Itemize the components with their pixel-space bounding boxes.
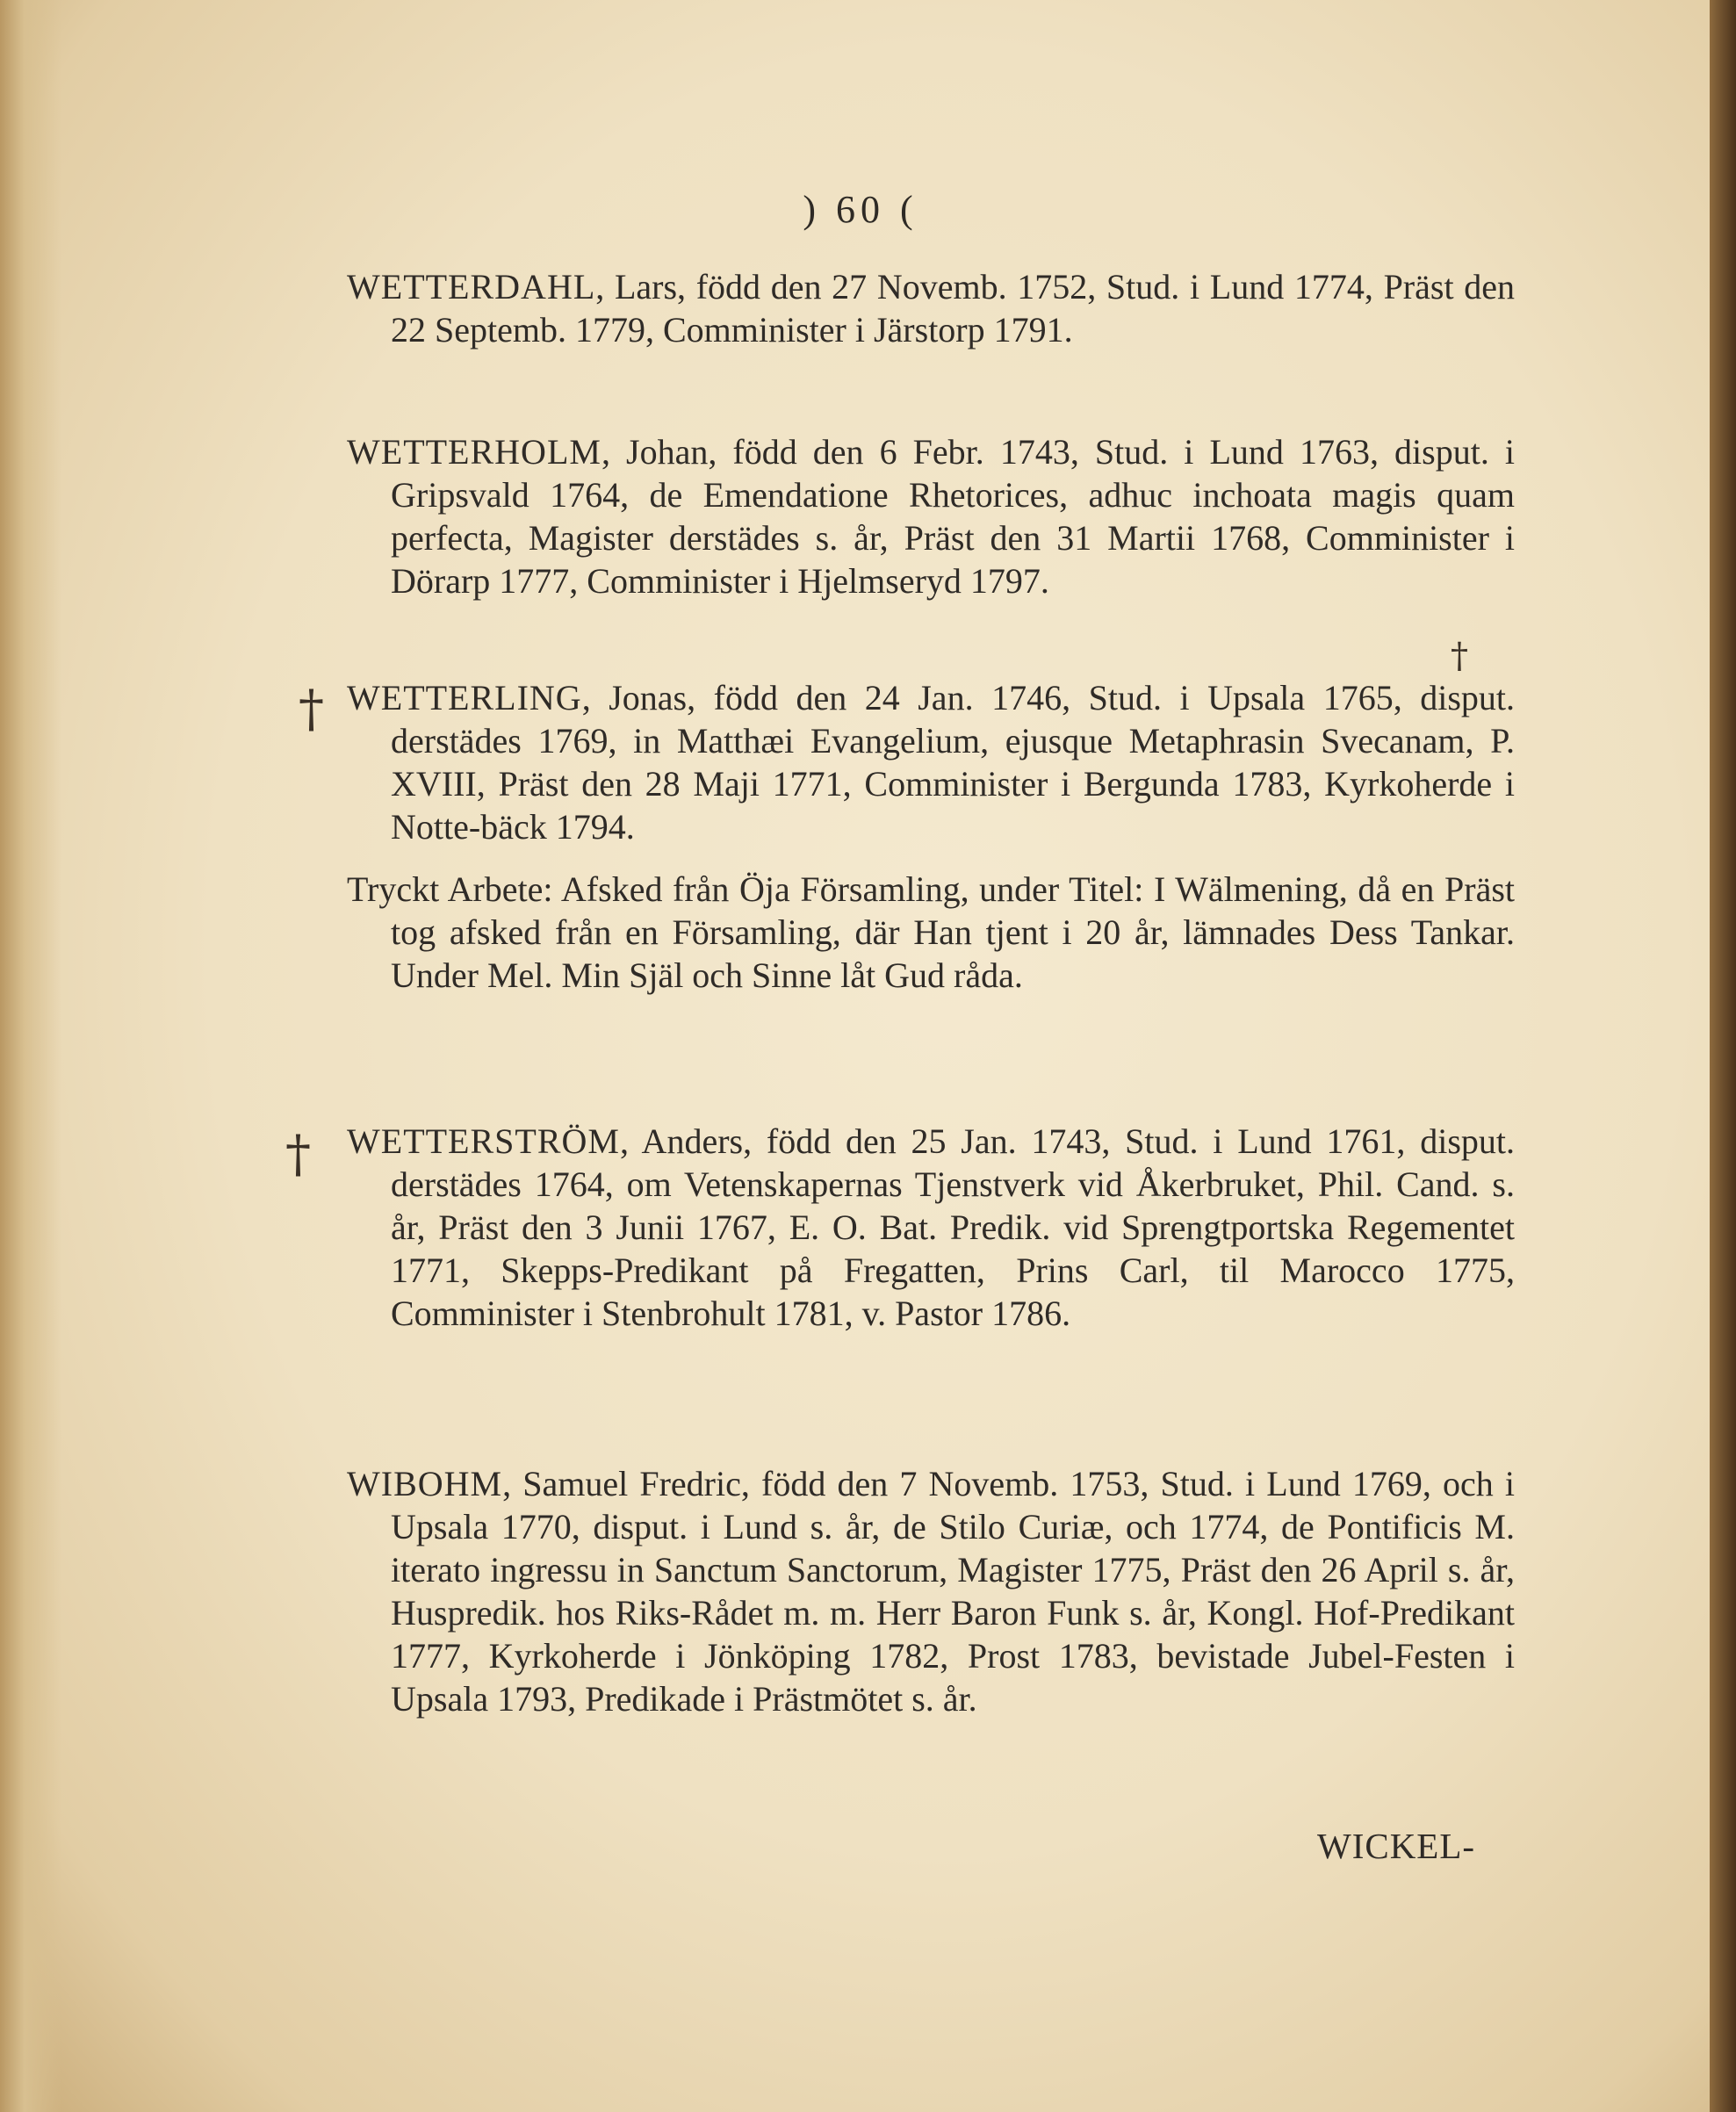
entry-paragraph <box>347 676 1515 848</box>
entry-text: , Lars, född den 27 Novemb. 1752, Stud. i Lund 1774, Präst den 22 Septemb. 1779, Comminister i Järstorp 1791. <box>391 267 1515 350</box>
entry-text: , Anders, född den 25 Jan. 1743, Stud. i Lund 1761, disput. derstädes 1764, om Vetenskapernas Tjenstverk vid Åkerbruket, Phil. Cand. s. år, Präst den 3 Junii 1767, E. O. Bat. Predik. vid Sprengtportska Regementet 1771, Skepps-Predikant på Fregatten, Prins Carl, til Marocco 1775, Comminister i Stenbrohult 1781, v. Pastor 1786. <box>391 1121 1515 1333</box>
entry-paragraph <box>347 430 1515 602</box>
entry-printed-work: Tryckt Arbete: Afsked från Öja Församling, under Titel: I Wälmening, då en Präst tog afsked från en Församling, där Han tjent i 20 år, lämnades Dess Tankar. Under Mel. Min Själ och Sinne låt Gud råda. <box>347 869 1515 995</box>
entry-surname: WETTERSTRÖM <box>347 1121 620 1161</box>
entry-wetterdahl <box>347 265 1515 351</box>
handwritten-cross-mark-right: † <box>1451 636 1468 676</box>
entry-text: , Jonas, född den 24 Jan. 1746, Stud. i Upsala 1765, disput. derstädes 1769, in Matthæi Evangelium, ejusque Metaphrasin Svecanam, P. XVIII, Präst den 28 Maji 1771, Comminister i Bergunda 1783, Kyrkoherde i Notte-bäck 1794. <box>391 678 1515 847</box>
entry-surname: WETTERLING <box>347 678 582 717</box>
page-left-edge <box>0 0 61 2112</box>
catchword: WICKEL- <box>1317 1826 1476 1866</box>
entry-paragraph <box>347 1120 1515 1335</box>
entry-wibohm <box>347 1462 1515 1720</box>
entry-paragraph <box>347 265 1515 351</box>
page-number-header: ) 60 ( <box>803 188 918 231</box>
entry-wetterstrom <box>347 1120 1515 1335</box>
entry-text: , Samuel Fredric, född den 7 Novemb. 1753, Stud. i Lund 1769, och i Upsala 1770, disput. i Lund s. år, de Stilo Curiæ, och 1774, de Pontificis M. iterato ingressu in Sanctum Sanctorum, Magister 1775, Präst den 26 April s. år, Huspredik. hos Riks-Rådet m. m. Herr Baron Funk s. år, Kongl. Hof-Predikant 1777, Kyrkoherde i Jönköping 1782, Prost 1783, bevistade Jubel-Festen i Upsala 1793, Predikade i Prästmötet s. år. <box>391 1464 1515 1719</box>
entry-surname: WETTERDAHL <box>347 267 596 306</box>
entry-text: , Johan, född den 6 Febr. 1743, Stud. i Lund 1763, disput. i Gripsvald 1764, de Emendatione Rhetorices, adhuc inchoata magis quam perfecta, Magister derstädes s. år, Präst den 31 Martii 1768, Comminister i Dörarp 1777, Comminister i Hjelmseryd 1797. <box>391 432 1515 601</box>
entry-surname: WIBOHM <box>347 1464 503 1503</box>
entry-paragraph <box>347 1462 1515 1720</box>
handwritten-cross-mark: † <box>285 1124 311 1184</box>
entry-wetterholm <box>347 430 1515 602</box>
entry-wetterling <box>347 676 1515 997</box>
binding-edge <box>1710 0 1736 2112</box>
handwritten-cross-mark: † <box>299 679 324 739</box>
entry-surname: WETTERHOLM <box>347 432 601 472</box>
